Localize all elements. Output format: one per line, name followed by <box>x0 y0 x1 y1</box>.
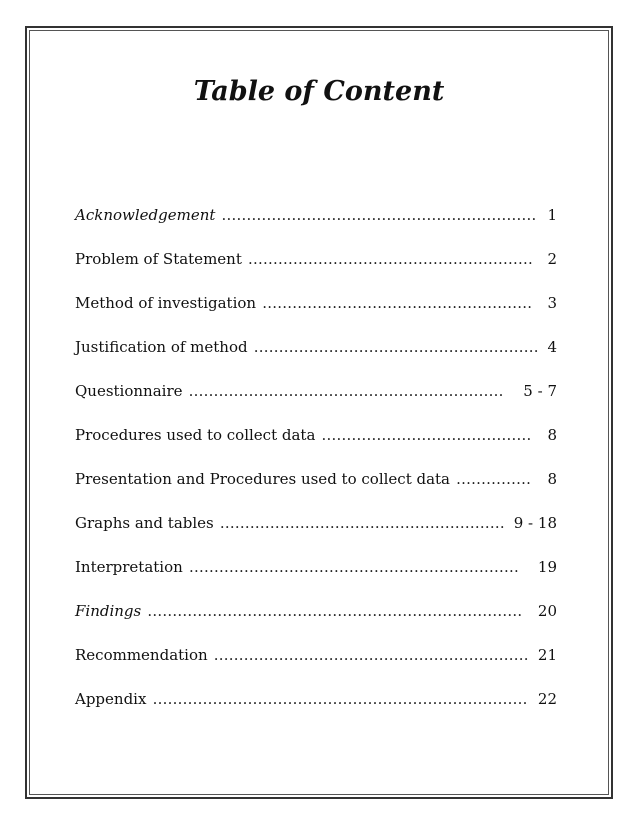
toc-leader-dots: …………………………………… <box>321 426 532 444</box>
toc-entry-label: Presentation and Procedures used to collect data <box>75 470 450 488</box>
toc-entry <box>75 382 557 426</box>
toc-entry <box>75 646 557 690</box>
toc-entry-label: Findings <box>75 602 142 620</box>
toc-entry-page: 5 - 7 <box>523 382 557 400</box>
toc-entry-label: Recommendation <box>75 646 208 664</box>
toc-leader-dots: ………………………………………………………………… <box>152 690 528 708</box>
toc-entry-label: Acknowledgement <box>75 206 216 224</box>
toc-leader-dots: ………………………………………………… <box>219 514 505 532</box>
toc-entry-page: 22 <box>537 690 557 708</box>
toc-entry-label: Interpretation <box>75 558 183 576</box>
toc-entry-page: 8 <box>547 470 557 488</box>
toc-entry-label: Method of investigation <box>75 294 257 312</box>
toc-entry-page: 4 <box>547 338 557 356</box>
toc-entry <box>75 470 557 514</box>
toc-entry <box>75 514 557 558</box>
table-of-contents <box>75 206 557 734</box>
toc-leader-dots: ……………………………………………………… <box>188 382 504 400</box>
toc-leader-dots: ……………………………………………… <box>262 294 533 312</box>
toc-leader-dots: ………………………………………………… <box>253 338 539 356</box>
toc-leader-dots: ……………………………………………………… <box>213 646 529 664</box>
toc-entry-label: Justification of method <box>75 338 248 356</box>
toc-entry-page: 20 <box>537 602 557 620</box>
toc-entry-page: 2 <box>547 250 557 268</box>
toc-entry <box>75 558 557 602</box>
toc-entry-page: 9 - 18 <box>513 514 557 532</box>
toc-entry-page: 21 <box>537 646 557 664</box>
toc-leader-dots: ………………………………………………………… <box>188 558 519 576</box>
toc-entry <box>75 250 557 294</box>
toc-entry-label: Problem of Statement <box>75 250 242 268</box>
toc-entry-page: 3 <box>547 294 557 312</box>
toc-entry-page: 19 <box>537 558 557 576</box>
toc-entry-label: Appendix <box>75 690 147 708</box>
toc-leader-dots: ………………………………………………………………… <box>147 602 523 620</box>
toc-entry-page: 8 <box>547 426 557 444</box>
toc-entry <box>75 690 557 734</box>
toc-entry <box>75 338 557 382</box>
toc-entry <box>75 602 557 646</box>
toc-entry <box>75 294 557 338</box>
toc-leader-dots: ………………………………………………… <box>247 250 533 268</box>
toc-entry-label: Procedures used to collect data <box>75 426 316 444</box>
toc-entry <box>75 426 557 470</box>
toc-entry-page: 1 <box>547 206 557 224</box>
toc-entry-label: Questionnaire <box>75 382 183 400</box>
toc-entry <box>75 206 557 250</box>
toc-entry-label: Graphs and tables <box>75 514 214 532</box>
page-title: Table of Content <box>193 76 445 107</box>
toc-leader-dots: …………… <box>456 470 531 488</box>
toc-leader-dots: ……………………………………………………… <box>221 206 537 224</box>
